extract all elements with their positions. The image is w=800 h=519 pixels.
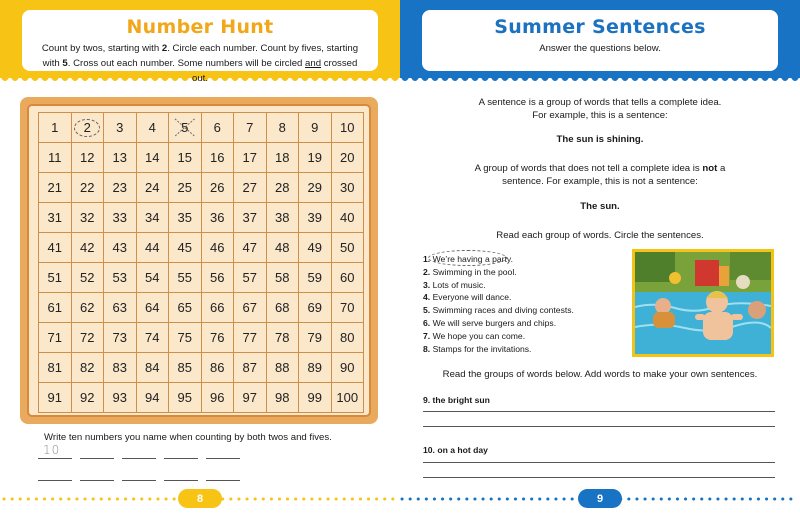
grid-number: 76 — [210, 330, 225, 345]
grid-cell[interactable] — [202, 323, 235, 353]
grid-cell[interactable] — [234, 263, 267, 293]
grid-number: 79 — [307, 330, 322, 345]
grid-cell[interactable] — [267, 113, 300, 143]
grid-cell[interactable] — [104, 383, 137, 413]
grid-cell[interactable] — [39, 383, 72, 413]
header-card — [22, 10, 378, 84]
grid-number: 72 — [80, 330, 95, 345]
answer-blank[interactable] — [164, 443, 198, 459]
list-item[interactable]: 4. Everyone will dance. — [423, 292, 512, 303]
grid-number: 33 — [112, 210, 127, 225]
grid-number: 62 — [80, 300, 95, 315]
grid-cell[interactable] — [299, 203, 332, 233]
grid-cell[interactable] — [169, 173, 202, 203]
grid-number: 83 — [112, 360, 127, 375]
grid-cell[interactable] — [234, 203, 267, 233]
grid-cell[interactable] — [299, 383, 332, 413]
grid-number: 82 — [80, 360, 95, 375]
grid-cell[interactable] — [137, 173, 170, 203]
grid-cell[interactable] — [299, 233, 332, 263]
grid-number: 59 — [307, 270, 322, 285]
writing-line[interactable] — [423, 462, 775, 463]
grid-cell[interactable] — [72, 293, 105, 323]
grid-number: 7 — [246, 120, 254, 135]
add-words-instruction: Read the groups of words below. Add words to make your own sentences. — [442, 369, 758, 380]
grid-number: 61 — [47, 300, 62, 315]
grid-cell[interactable] — [332, 173, 365, 203]
grid-cell[interactable] — [202, 383, 235, 413]
grid-number: 91 — [47, 390, 62, 405]
grid-cell[interactable] — [267, 383, 300, 413]
grid-cell[interactable] — [104, 203, 137, 233]
grid-cell[interactable] — [72, 323, 105, 353]
grid-number: 64 — [145, 300, 160, 315]
grid-cell[interactable] — [202, 293, 235, 323]
grid-cell[interactable] — [104, 143, 137, 173]
grid-cell[interactable] — [169, 293, 202, 323]
grid-number: 8 — [278, 120, 286, 135]
grid-number: 50 — [340, 240, 355, 255]
grid-cell[interactable] — [267, 353, 300, 383]
prompt-9: 9. the bright sun — [423, 395, 490, 405]
grid-cell[interactable] — [104, 233, 137, 263]
grid-number: 53 — [112, 270, 127, 285]
circle-mark — [428, 250, 507, 266]
instructions: Count by twos, starting with 2. Circle each number. Count by fives, starting with 5. Cross out each number. Some numbers will be circled and crossed out. — [41, 43, 359, 84]
grid-cell[interactable] — [299, 323, 332, 353]
grid-number: 10 — [340, 120, 355, 135]
grid-cell[interactable] — [267, 143, 300, 173]
grid-cell[interactable] — [137, 203, 170, 233]
grid-cell[interactable] — [202, 143, 235, 173]
grid-number: 93 — [112, 390, 127, 405]
grid-number: 35 — [177, 210, 192, 225]
grid-number: 81 — [47, 360, 62, 375]
grid-cell[interactable] — [234, 293, 267, 323]
grid-number: 1 — [51, 120, 59, 135]
grid-number: 77 — [242, 330, 257, 345]
answer-blank[interactable] — [38, 443, 72, 459]
grid-number: 51 — [47, 270, 62, 285]
grid-number: 21 — [47, 180, 62, 195]
grid-cell[interactable] — [299, 143, 332, 173]
grid-number: 92 — [80, 390, 95, 405]
list-item[interactable]: 8. Stamps for the invitations. — [423, 343, 532, 354]
grid-cell[interactable] — [137, 233, 170, 263]
grid-number: 12 — [80, 150, 95, 165]
grid-cell[interactable] — [104, 113, 137, 143]
grid-cell[interactable] — [137, 323, 170, 353]
grid-cell[interactable] — [39, 323, 72, 353]
grid-cell[interactable] — [202, 173, 235, 203]
grid-number: 73 — [112, 330, 127, 345]
grid-cell[interactable] — [169, 233, 202, 263]
grid-cell[interactable] — [169, 113, 202, 143]
grid-number: 78 — [275, 330, 290, 345]
grid-cell[interactable] — [234, 323, 267, 353]
grid-number: 45 — [177, 240, 192, 255]
grid-cell[interactable] — [332, 143, 365, 173]
grid-number: 31 — [47, 210, 62, 225]
example-sentence: The sun is shining. — [556, 134, 644, 145]
grid-number: 44 — [145, 240, 160, 255]
answer-blank[interactable] — [80, 465, 114, 481]
grid-cell[interactable] — [137, 113, 170, 143]
grid-cell[interactable] — [332, 113, 365, 143]
grid-cell[interactable] — [104, 353, 137, 383]
grid-number: 30 — [340, 180, 355, 195]
intro-text: A sentence is a group of words that tells a complete idea. For example, this is a sentence: — [478, 97, 722, 121]
grid-number: 5 — [181, 120, 189, 135]
grid-number: 46 — [210, 240, 225, 255]
grid-number: 29 — [307, 180, 322, 195]
grid-number: 25 — [177, 180, 192, 195]
grid-cell[interactable] — [234, 173, 267, 203]
grid-cell[interactable] — [332, 263, 365, 293]
grid-number: 90 — [340, 360, 355, 375]
grid-cell[interactable] — [299, 113, 332, 143]
grid-cell[interactable] — [299, 173, 332, 203]
grid-number: 19 — [307, 150, 322, 165]
grid-cell[interactable] — [104, 293, 137, 323]
circle-mark — [74, 119, 100, 137]
grid-number: 3 — [116, 120, 124, 135]
grid-number: 94 — [145, 390, 160, 405]
grid-cell[interactable] — [267, 263, 300, 293]
grid-number: 36 — [210, 210, 225, 225]
grid-cell[interactable] — [332, 323, 365, 353]
page-title: Number Hunt — [126, 16, 274, 38]
grid-cell[interactable] — [332, 203, 365, 233]
subtitle: Answer the questions below. — [539, 43, 661, 54]
grid-cell[interactable] — [202, 353, 235, 383]
grid-cell[interactable] — [137, 263, 170, 293]
grid-cell[interactable] — [137, 143, 170, 173]
circle-instruction: Read each group of words. Circle the sentences. — [496, 230, 704, 241]
answer-blank[interactable] — [164, 465, 198, 481]
grid-number: 67 — [242, 300, 257, 315]
grid-number: 80 — [340, 330, 355, 345]
grid-number: 37 — [242, 210, 257, 225]
grid-number: 74 — [145, 330, 160, 345]
grid-cell[interactable] — [137, 293, 170, 323]
grid-number: 22 — [80, 180, 95, 195]
scallop-edge — [400, 76, 800, 86]
grid-number: 49 — [307, 240, 322, 255]
grid-number: 27 — [242, 180, 257, 195]
grid-cell[interactable] — [234, 113, 267, 143]
prompt-10: 10. on a hot day — [423, 445, 488, 455]
grid-cell[interactable] — [72, 143, 105, 173]
writing-line[interactable] — [423, 411, 775, 412]
grid-cell[interactable] — [137, 383, 170, 413]
grid-cell[interactable] — [169, 203, 202, 233]
grid-cell[interactable] — [234, 143, 267, 173]
grid-cell[interactable] — [234, 233, 267, 263]
fragment-explanation: A group of words that does not tell a complete idea is not a sentence. For example, this is not a sentence: — [474, 163, 726, 187]
grid-number: 48 — [275, 240, 290, 255]
page-9 — [400, 0, 800, 519]
grid-cell[interactable] — [39, 263, 72, 293]
grid-number: 69 — [307, 300, 322, 315]
grid-number: 16 — [210, 150, 225, 165]
grid-number: 43 — [112, 240, 127, 255]
grid-cell[interactable] — [39, 293, 72, 323]
page-number: 8 — [178, 489, 222, 508]
list-item[interactable]: 2. Swimming in the pool. — [423, 266, 517, 277]
grid-number: 28 — [275, 180, 290, 195]
grid-number: 88 — [275, 360, 290, 375]
list-item[interactable]: 3. Lots of music. — [423, 279, 486, 290]
grid-number: 65 — [177, 300, 192, 315]
grid-cell[interactable] — [299, 353, 332, 383]
grid-cell[interactable] — [332, 353, 365, 383]
grid-number: 13 — [112, 150, 127, 165]
grid-number: 26 — [210, 180, 225, 195]
grid-number: 85 — [177, 360, 192, 375]
grid-number: 4 — [148, 120, 156, 135]
grid-cell[interactable] — [299, 263, 332, 293]
grid-number: 41 — [47, 240, 62, 255]
grid-number: 98 — [275, 390, 290, 405]
grid-cell[interactable] — [169, 353, 202, 383]
grid-number: 20 — [340, 150, 355, 165]
grid-number: 47 — [242, 240, 257, 255]
grid-number: 55 — [177, 270, 192, 285]
grid-number: 89 — [307, 360, 322, 375]
grid-number: 40 — [340, 210, 355, 225]
grid-cell[interactable] — [104, 263, 137, 293]
grid-number: 52 — [80, 270, 95, 285]
grid-cell[interactable] — [332, 233, 365, 263]
grid-number: 2 — [83, 120, 91, 135]
writing-line[interactable] — [423, 426, 775, 427]
grid-cell[interactable] — [202, 113, 235, 143]
grid-cell[interactable] — [39, 173, 72, 203]
grid-cell[interactable] — [39, 353, 72, 383]
handwritten-answer: 10 — [43, 443, 61, 457]
answer-blank[interactable] — [80, 443, 114, 459]
grid-number: 84 — [145, 360, 160, 375]
grid-cell[interactable] — [72, 353, 105, 383]
grid-number: 70 — [340, 300, 355, 315]
grid-cell[interactable] — [267, 323, 300, 353]
grid-number: 75 — [177, 330, 192, 345]
grid-number: 39 — [307, 210, 322, 225]
grid-cell[interactable] — [332, 383, 365, 413]
grid-number: 6 — [213, 120, 221, 135]
grid-number: 23 — [112, 180, 127, 195]
answer-blank[interactable] — [206, 443, 240, 459]
grid-number: 71 — [47, 330, 62, 345]
answer-blank[interactable] — [122, 443, 156, 459]
grid-number: 63 — [112, 300, 127, 315]
grid-cell[interactable] — [72, 233, 105, 263]
grid-number: 66 — [210, 300, 225, 315]
sentence-list — [423, 253, 574, 355]
grid-cell[interactable] — [332, 293, 365, 323]
grid-number: 57 — [242, 270, 257, 285]
grid-number: 86 — [210, 360, 225, 375]
list-item[interactable]: 5. Swimming races and diving contests. — [423, 305, 574, 316]
grid-number: 34 — [145, 210, 160, 225]
grid-cell[interactable] — [169, 383, 202, 413]
page-number: 9 — [578, 489, 622, 508]
answer-blank[interactable] — [206, 465, 240, 481]
grid-number: 54 — [145, 270, 160, 285]
grid-cell[interactable] — [39, 143, 72, 173]
grid-cell[interactable] — [234, 383, 267, 413]
example-fragment: The sun. — [580, 201, 620, 212]
writing-line[interactable] — [423, 477, 775, 478]
grid-cell[interactable] — [137, 353, 170, 383]
grid-number: 15 — [177, 150, 192, 165]
grid-number: 11 — [48, 150, 62, 165]
cross-out-mark — [169, 113, 201, 142]
grid-cell[interactable] — [39, 233, 72, 263]
grid-number: 42 — [80, 240, 95, 255]
answer-blanks — [38, 443, 248, 483]
list-item[interactable]: 1. We’re having a party. — [423, 253, 574, 266]
grid-cell[interactable] — [72, 263, 105, 293]
grid-cell[interactable] — [104, 323, 137, 353]
grid-cell[interactable] — [169, 263, 202, 293]
grid-number: 96 — [210, 390, 225, 405]
grid-cell[interactable] — [202, 203, 235, 233]
grid-number: 97 — [242, 390, 257, 405]
grid-number: 99 — [307, 390, 322, 405]
grid-number: 14 — [145, 150, 160, 165]
hundred-chart — [20, 97, 378, 424]
list-item[interactable]: 7. We hope you can come. — [423, 330, 526, 341]
grid-number: 32 — [80, 210, 95, 225]
write-instruction: Write ten numbers you name when counting by both twos and fives. — [44, 432, 332, 443]
grid-cell[interactable] — [267, 293, 300, 323]
grid-number: 68 — [275, 300, 290, 315]
grid-number: 18 — [275, 150, 290, 165]
grid-cell[interactable] — [72, 173, 105, 203]
grid-cell[interactable] — [39, 203, 72, 233]
number-grid — [38, 112, 364, 413]
page-title: Summer Sentences — [494, 16, 706, 38]
list-item[interactable]: 6. We will serve burgers and chips. — [423, 317, 557, 328]
grid-number: 56 — [210, 270, 225, 285]
grid-cell[interactable] — [169, 323, 202, 353]
grid-cell[interactable] — [267, 203, 300, 233]
answer-blank[interactable] — [38, 465, 72, 481]
grid-number: 38 — [275, 210, 290, 225]
grid-number: 60 — [340, 270, 355, 285]
grid-cell[interactable] — [267, 173, 300, 203]
grid-cell[interactable] — [72, 113, 105, 143]
grid-number: 9 — [311, 120, 319, 135]
grid-number: 17 — [242, 150, 257, 165]
grid-number: 100 — [336, 390, 359, 405]
grid-number: 95 — [177, 390, 192, 405]
grid-number: 24 — [145, 180, 160, 195]
grid-cell[interactable] — [169, 143, 202, 173]
grid-cell[interactable] — [202, 263, 235, 293]
grid-cell[interactable] — [104, 173, 137, 203]
grid-cell[interactable] — [72, 383, 105, 413]
grid-cell[interactable] — [299, 293, 332, 323]
grid-cell[interactable] — [202, 233, 235, 263]
grid-cell[interactable] — [267, 233, 300, 263]
header-card — [422, 10, 778, 71]
grid-cell[interactable] — [72, 203, 105, 233]
grid-number: 87 — [242, 360, 257, 375]
grid-cell[interactable] — [39, 113, 72, 143]
pool-party-photo — [632, 249, 774, 357]
answer-blank[interactable] — [122, 465, 156, 481]
grid-number: 58 — [275, 270, 290, 285]
grid-cell[interactable] — [234, 353, 267, 383]
